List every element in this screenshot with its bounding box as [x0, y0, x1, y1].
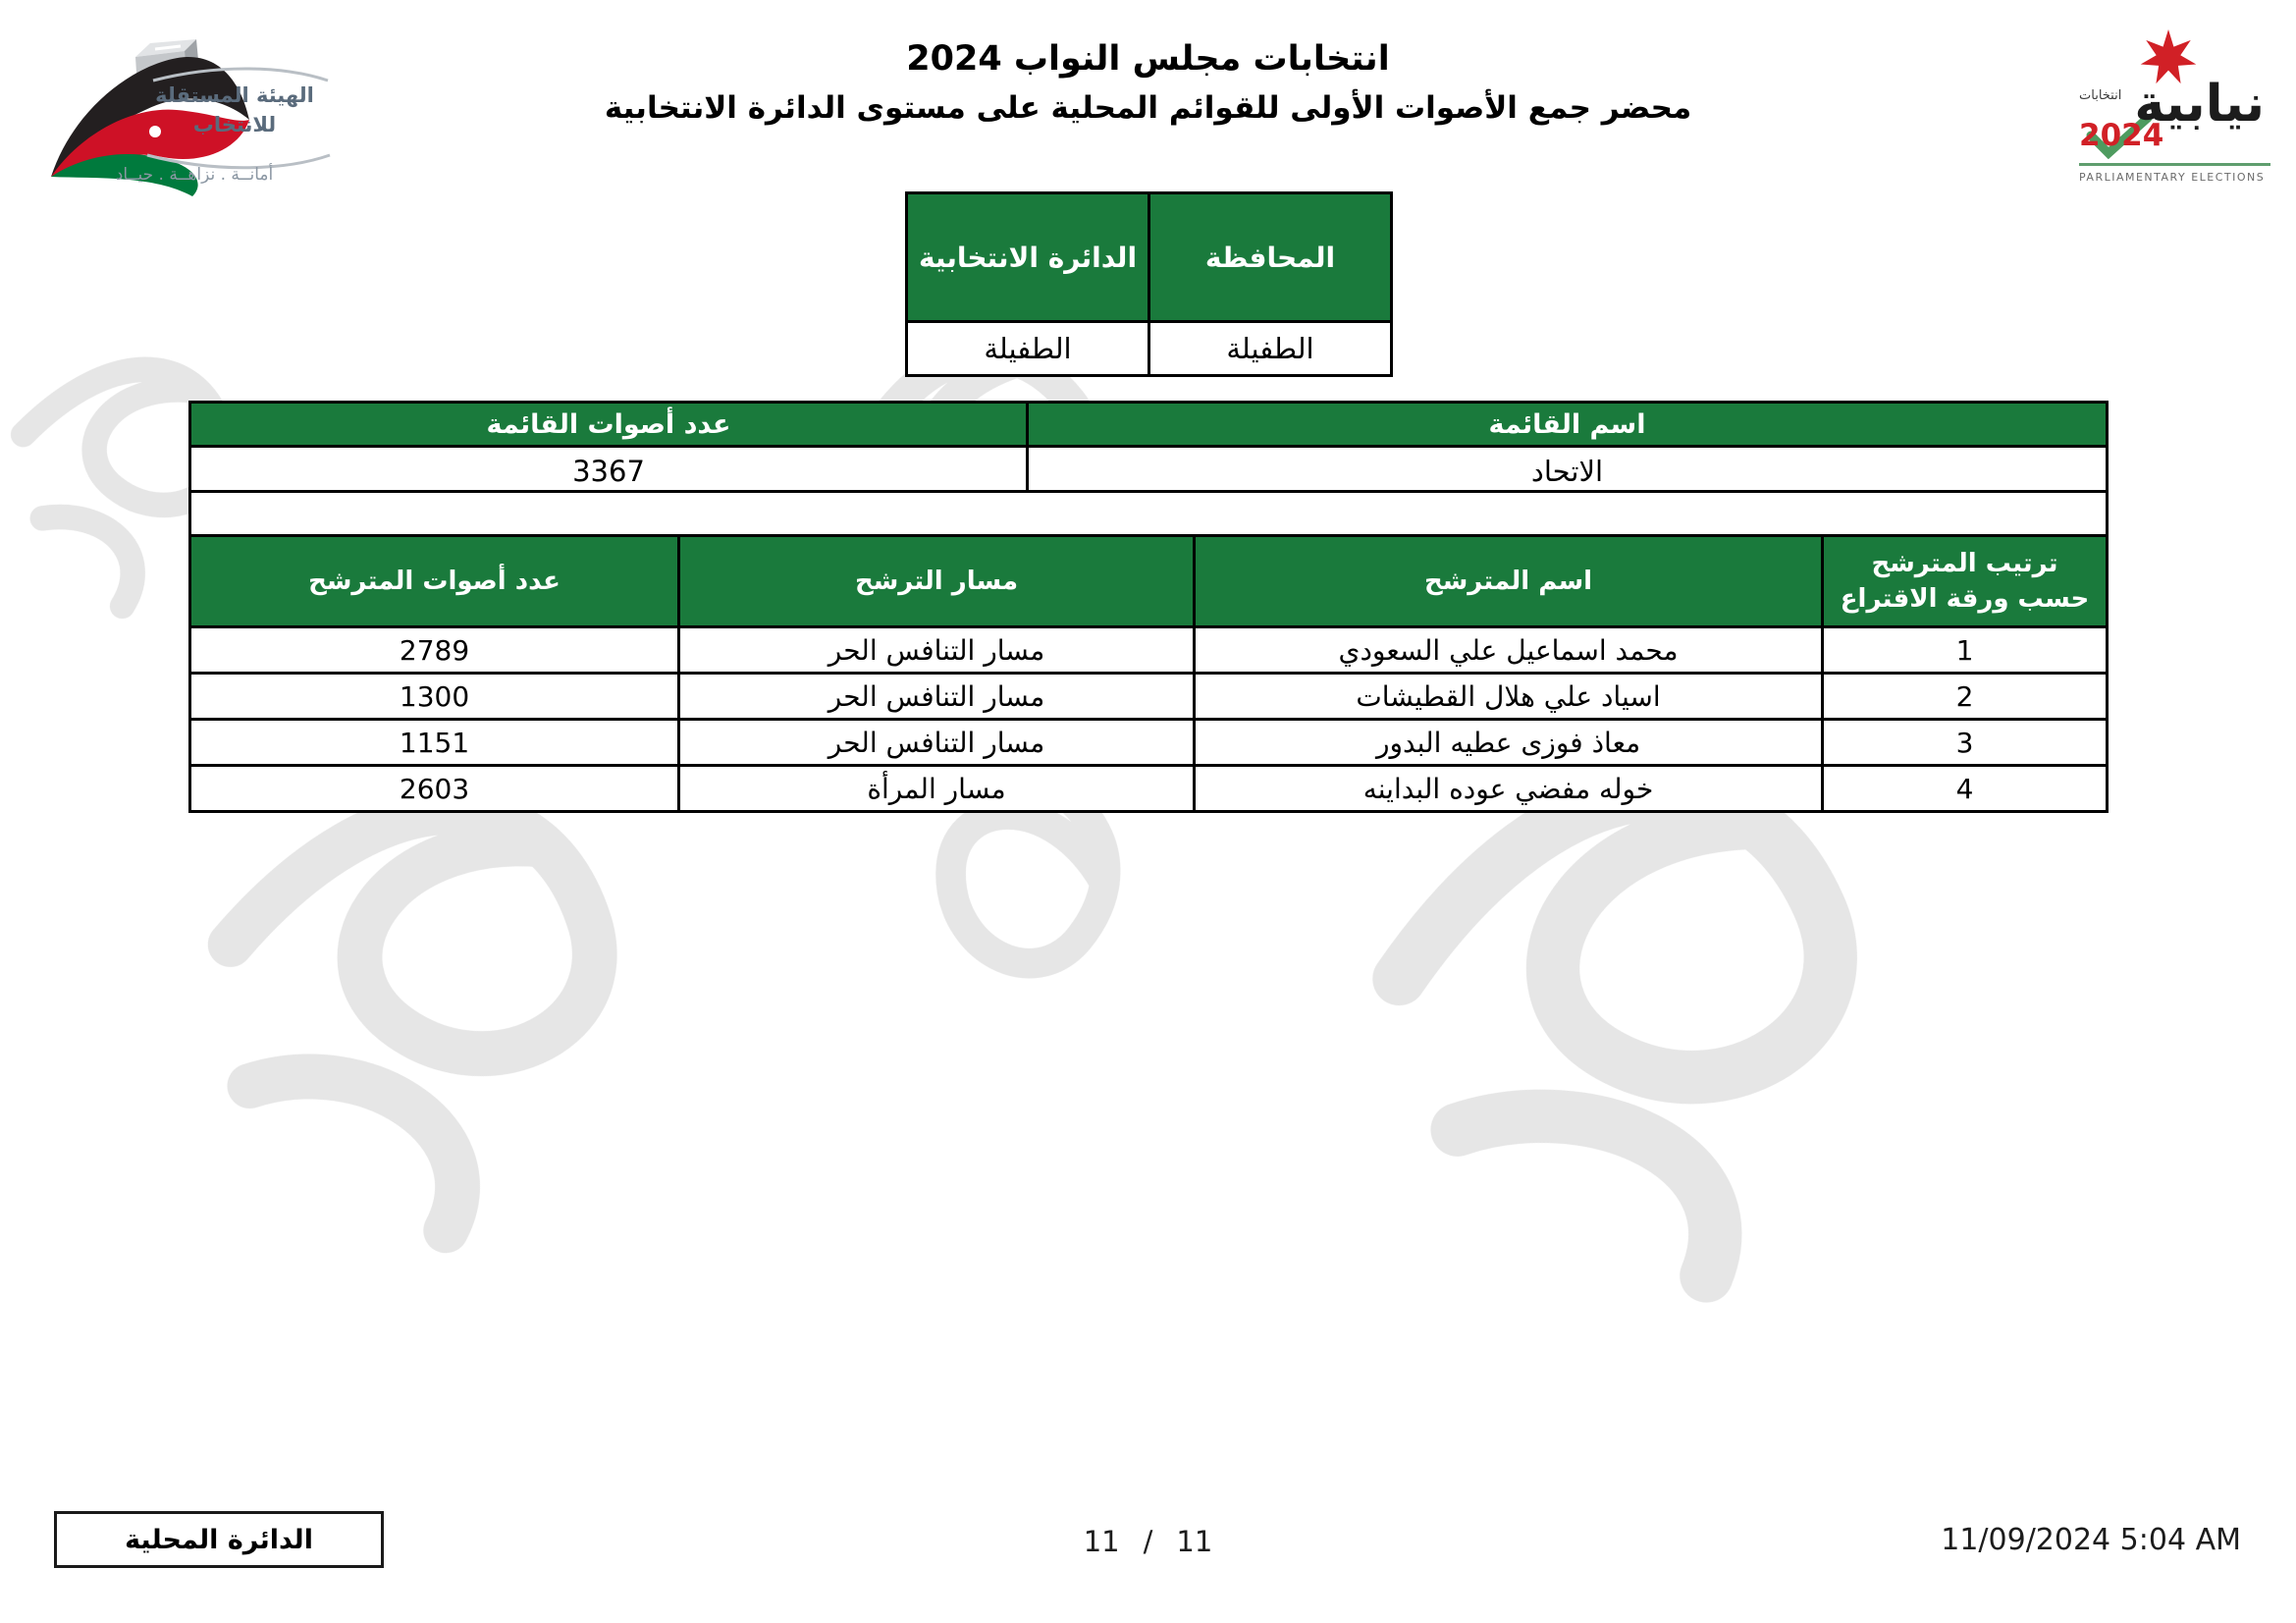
list-table [188, 401, 2109, 498]
election-logo-divider [2079, 163, 2270, 166]
candidate-track: مسار المرأة [679, 766, 1195, 812]
candidates-section-title: مرشحو القائمة [190, 492, 2108, 536]
candidate-track: مسار التنافس الحر [679, 627, 1195, 674]
candidate-name: اسياد علي هلال القطيشات [1195, 674, 1823, 720]
page-total: 11 [1176, 1525, 1213, 1558]
col-header-votes: عدد أصوات المترشح [190, 536, 679, 627]
election-logo-big-word: نيابية [2134, 75, 2265, 134]
candidate-rank: 4 [1823, 766, 2108, 812]
candidate-track: مسار التنافس الحر [679, 720, 1195, 766]
candidate-rank: 2 [1823, 674, 2108, 720]
candidate-votes: 2603 [190, 766, 679, 812]
page-current: 11 [1083, 1525, 1120, 1558]
iec-name-line1: الهيئة المستقلة [155, 83, 314, 107]
candidate-rank: 1 [1823, 627, 2108, 674]
candidate-name: معاذ فوزى عطيه البدور [1195, 720, 1823, 766]
page-title: انتخابات مجلس النواب 2024 [906, 39, 1390, 79]
candidate-row [190, 627, 2108, 674]
candidate-row [190, 674, 2108, 720]
governorate-value: الطفيلة [1149, 322, 1392, 376]
candidate-name: محمد اسماعيل علي السعودي [1195, 627, 1823, 674]
iec-tagline: أمانــة . نزاهــة . حيــاد [115, 165, 274, 185]
candidate-track: مسار التنافس الحر [679, 674, 1195, 720]
print-timestamp: 11/09/2024 5:04 AM [1941, 1523, 2241, 1557]
candidate-votes: 1151 [190, 720, 679, 766]
page-header [0, 39, 2296, 126]
col-header-name: اسم المترشح [1195, 536, 1823, 627]
region-table [905, 191, 1393, 377]
col-header-track: مسار الترشح [679, 536, 1195, 627]
candidate-rank: 3 [1823, 720, 2108, 766]
page-subtitle: محضر جمع الأصوات الأولى للقوائم المحلية على مستوى الدائرة الانتخابية [604, 90, 1692, 126]
candidate-row [190, 766, 2108, 812]
district-value: الطفيلة [907, 322, 1149, 376]
candidate-votes: 2789 [190, 627, 679, 674]
list-name-header: اسم القائمة [1028, 403, 2108, 447]
district-scope-box: الدائرة المحلية [54, 1511, 384, 1568]
list-name-value: الاتحاد [1028, 447, 2108, 497]
election-2024-logo [2079, 27, 2270, 199]
candidate-name: خوله مفضي عوده البداينه [1195, 766, 1823, 812]
candidates-table [188, 490, 2109, 813]
election-logo-year: 2024 [2079, 118, 2164, 153]
page-separator: / [1143, 1525, 1153, 1558]
candidate-votes: 1300 [190, 674, 679, 720]
election-logo-caption: PARLIAMENTARY ELECTIONS [2079, 171, 2266, 184]
candidate-row [190, 720, 2108, 766]
list-votes-value: 3367 [190, 447, 1028, 497]
election-logo-small-word: انتخابات [2079, 88, 2122, 103]
col-header-rank: ترتيب المترشح حسب ورقة الاقتراع [1823, 536, 2108, 627]
governorate-header: المحافظة [1149, 193, 1392, 322]
iec-name-line2: للانتخاب [192, 113, 277, 137]
list-votes-header: عدد أصوات القائمة [190, 403, 1028, 447]
page-number [1084, 1525, 1213, 1558]
district-header: الدائرة الانتخابية [907, 193, 1149, 322]
